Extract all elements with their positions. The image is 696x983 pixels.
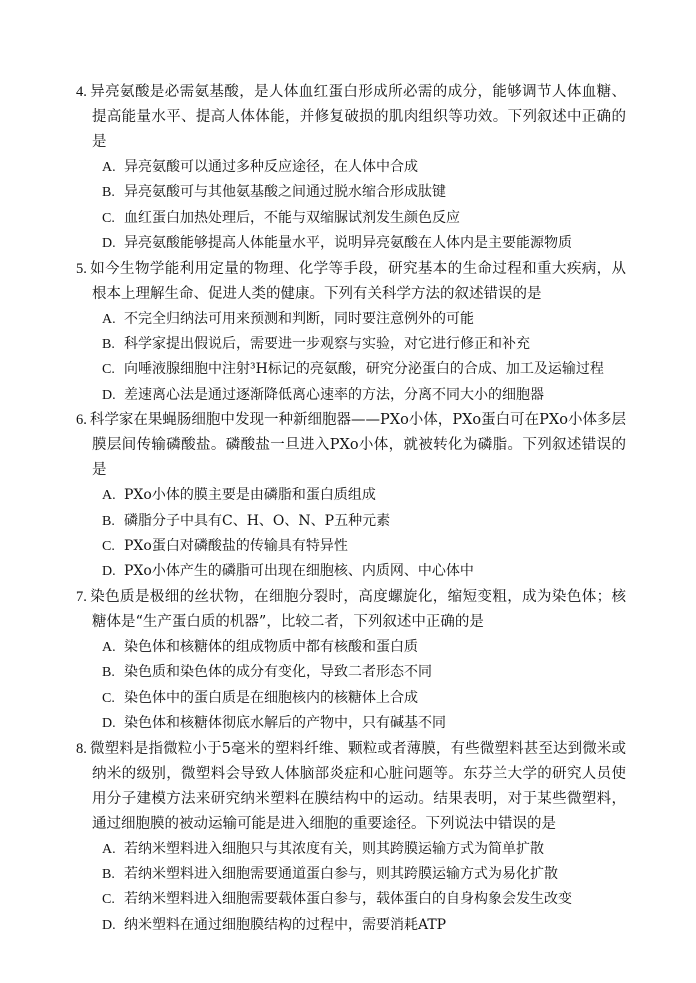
option-label: A. xyxy=(102,160,116,175)
option-d xyxy=(102,383,626,408)
option-label: D. xyxy=(102,387,116,403)
option-text: 磷脂分子中具有C、H、O、N、P五种元素 xyxy=(124,512,391,529)
option-c xyxy=(102,686,626,711)
question-number: 5. xyxy=(76,260,87,277)
option-c xyxy=(102,534,626,559)
option-text: 差速离心法是通过逐渐降低离心速率的方法，分离不同大小的细胞器 xyxy=(124,386,544,403)
question-text: 异亮氨酸是必需氨基酸，是人体血红蛋白形成所必需的成分，能够调节人体血糖、提高能量水平、提高人体体能，并修复破损的肌肉组织等功效。下列叙述中正确的是 xyxy=(89,84,626,150)
option-a xyxy=(102,837,626,862)
option-text: 异亮氨酸能够提高人体能量水平，说明异亮氨酸在人体内是主要能源物质 xyxy=(124,235,572,252)
question-stem xyxy=(76,737,626,837)
option-label: A. xyxy=(102,311,116,327)
option-text: 科学家提出假说后，需要进一步观察与实验，对它进行修正和补充 xyxy=(124,336,530,353)
option-label: B. xyxy=(102,665,115,681)
question-stem xyxy=(76,257,626,307)
option-text: 异亮氨酸可与其他氨基酸之间通过脱水缩合形成肽键 xyxy=(124,184,446,201)
option-text: 若纳米塑料进入细胞只与其浓度有关，则其跨膜运输方式为简单扩散 xyxy=(124,840,544,857)
option-d xyxy=(102,231,626,256)
question-5 xyxy=(76,257,626,409)
option-c xyxy=(102,206,626,231)
question-text: 微塑料是指微粒小于5毫米的塑料纤维、颗粒或者薄膜，有些微塑料甚至达到微米或纳米的级别，微塑料会导致人体脑部炎症和心脏问题等。东芬兰大学的研究人员使用分子建模方法来研究纳米塑料在膜结构中的运动。结果表明，对于某些微塑料，通过细胞膜的被动运输可能是进入细胞的重要途径。下列说法中错误的是 xyxy=(89,740,626,832)
option-label: D. xyxy=(102,716,116,732)
question-number: 6. xyxy=(76,412,87,429)
option-a xyxy=(102,307,626,332)
question-number: 7. xyxy=(76,588,87,605)
option-b xyxy=(102,509,626,534)
option-a xyxy=(102,635,626,660)
question-number: 4. xyxy=(76,84,87,100)
option-text: 纳米塑料在通过细胞膜结构的过程中，需要消耗ATP xyxy=(124,916,447,933)
option-label: B. xyxy=(102,866,115,882)
option-text: 若纳米塑料进入细胞需要通道蛋白参与，则其跨膜运输方式为易化扩散 xyxy=(124,865,558,882)
option-list xyxy=(76,635,626,737)
option-d xyxy=(102,711,626,736)
option-text: 异亮氨酸可以通过多种反应途径，在人体中合成 xyxy=(124,159,418,175)
question-stem xyxy=(76,585,626,635)
option-c xyxy=(102,357,626,382)
option-text: 向唾液腺细胞中注射³H标记的亮氨酸，研究分泌蛋白的合成、加工及运输过程 xyxy=(124,361,604,378)
option-text: 染色质和染色体的成分有变化，导致二者形态不同 xyxy=(124,664,432,681)
option-b xyxy=(102,332,626,357)
question-7 xyxy=(76,585,626,737)
option-label: D. xyxy=(102,564,116,580)
question-stem xyxy=(76,80,626,155)
option-label: B. xyxy=(102,337,115,353)
option-a xyxy=(102,155,626,180)
option-text: 染色体和核糖体的组成物质中都有核酸和蛋白质 xyxy=(124,638,418,655)
option-label: D. xyxy=(102,917,116,933)
option-b xyxy=(102,862,626,887)
option-label: C. xyxy=(102,362,115,378)
option-list xyxy=(76,307,626,409)
option-label: C. xyxy=(102,210,115,226)
option-label: B. xyxy=(102,513,115,529)
option-b xyxy=(102,180,626,205)
option-label: C. xyxy=(102,690,115,706)
question-8 xyxy=(76,737,626,939)
option-text: PXo小体产生的磷脂可出现在细胞核、内质网、中心体中 xyxy=(124,563,474,580)
option-label: B. xyxy=(102,185,115,201)
option-label: A. xyxy=(102,841,116,857)
option-d xyxy=(102,559,626,584)
question-text: 染色质是极细的丝状物，在细胞分裂时，高度螺旋化，缩短变粗，成为染色体；核糖体是“生产蛋白质的机器”，比较二者，下列叙述中正确的是 xyxy=(89,588,626,630)
question-text: 科学家在果蝇肠细胞中发现一种新细胞器——PXo小体，PXo蛋白可在PXo小体多层膜层间传输磷酸盐。磷酸盐一旦进入PXo小体，就被转化为磷脂。下列叙述错误的是 xyxy=(89,412,626,479)
option-label: A. xyxy=(102,639,116,655)
option-text: 染色体中的蛋白质是在细胞核内的核糖体上合成 xyxy=(124,689,418,706)
option-label: C. xyxy=(102,892,115,908)
option-text: 若纳米塑料进入细胞需要载体蛋白参与，载体蛋白的自身构象会发生改变 xyxy=(124,891,572,908)
option-text: PXo蛋白对磷酸盐的传输具有特异性 xyxy=(124,538,348,555)
option-d xyxy=(102,913,626,938)
option-list xyxy=(76,483,626,585)
question-number: 8. xyxy=(76,740,87,757)
option-c xyxy=(102,887,626,912)
option-b xyxy=(102,660,626,685)
question-text: 如今生物学能利用定量的物理、化学等手段，研究基本的生命过程和重大疾病，从根本上理解生命、促进人类的健康。下列有关科学方法的叙述错误的是 xyxy=(89,260,626,302)
option-text: 不完全归纳法可用来预测和判断，同时要注意例外的可能 xyxy=(124,310,474,327)
option-text: PXo小体的膜主要是由磷脂和蛋白质组成 xyxy=(124,487,376,504)
option-a xyxy=(102,483,626,508)
option-label: C. xyxy=(102,539,115,555)
question-4 xyxy=(76,80,626,257)
option-label: A. xyxy=(102,488,116,504)
question-stem xyxy=(76,408,626,483)
option-text: 染色体和核糖体彻底水解后的产物中，只有碱基不同 xyxy=(124,715,446,732)
question-6 xyxy=(76,408,626,585)
option-label: D. xyxy=(102,236,116,252)
option-list xyxy=(76,155,626,257)
option-text: 血红蛋白加热处理后，不能与双缩脲试剂发生颜色反应 xyxy=(124,209,460,226)
option-list xyxy=(76,837,626,939)
